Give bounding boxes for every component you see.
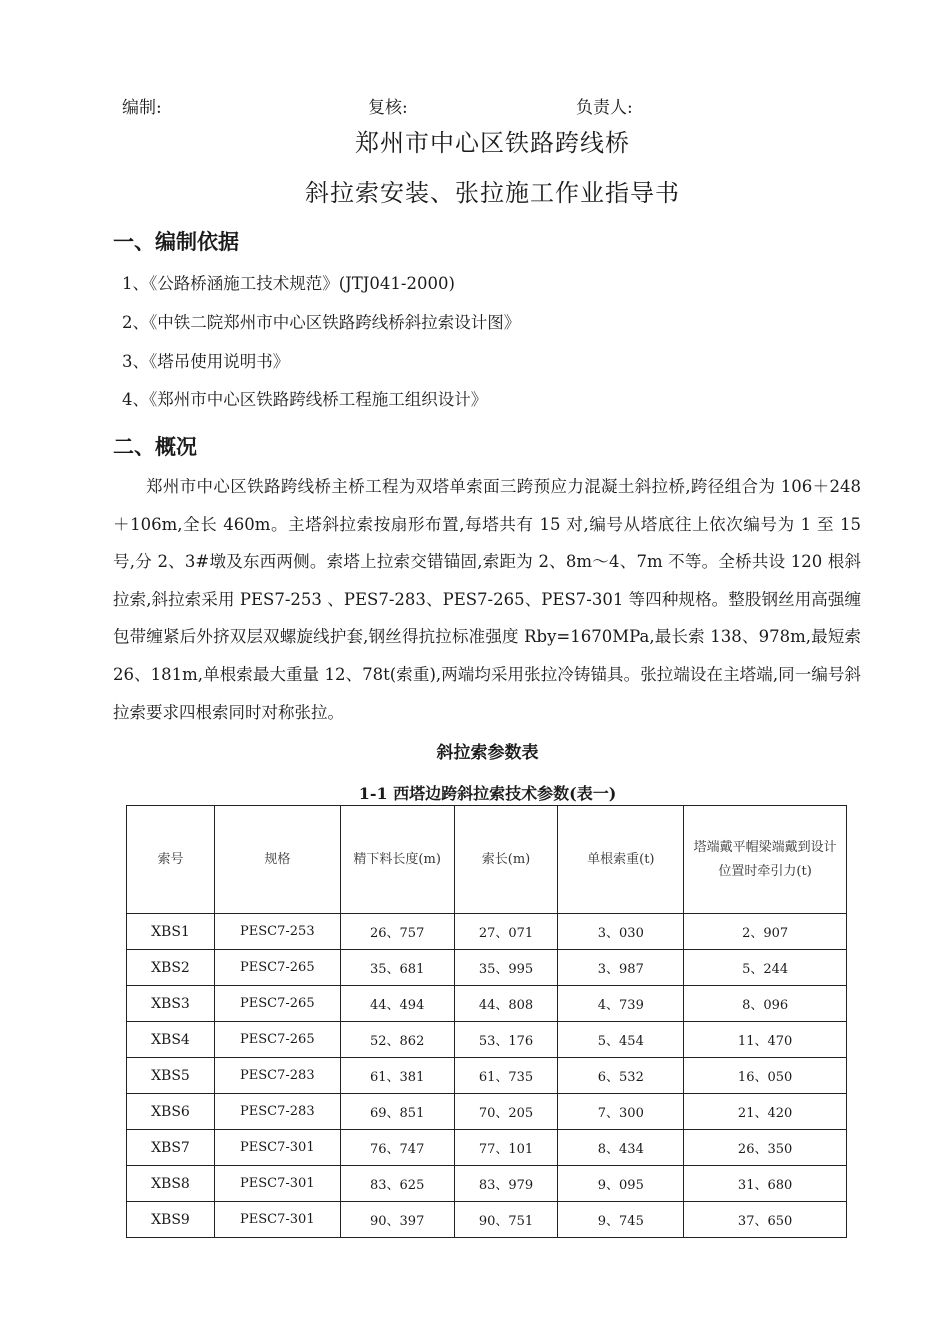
cell-traction-force: 8、096 [684, 986, 847, 1022]
cell-traction-force: 16、050 [684, 1058, 847, 1094]
document-title-line2: 斜拉索安装、张拉施工作业指导书 [305, 179, 680, 207]
section1-heading: 一、编制依据 [113, 230, 239, 254]
cell-traction-force: 5、244 [684, 950, 847, 986]
cell-traction-force: 21、420 [684, 1094, 847, 1130]
cell-cable-weight: 9、095 [558, 1166, 684, 1202]
cell-traction-force: 11、470 [684, 1022, 847, 1058]
cell-cut-length: 69、851 [340, 1094, 454, 1130]
table-row [127, 1094, 847, 1130]
cell-cut-length: 44、494 [340, 986, 454, 1022]
cell-cable-weight: 9、745 [558, 1202, 684, 1238]
cell-cable-weight: 6、532 [558, 1058, 684, 1094]
document-title-line1: 郑州市中心区铁路跨线桥 [355, 129, 630, 157]
table-subtitle: 1-1 西塔边跨斜拉索技术参数(表一) [358, 784, 617, 803]
table-row [127, 986, 847, 1022]
cell-cable-length: 90、751 [454, 1202, 558, 1238]
cell-cable-id: XBS9 [127, 1202, 215, 1238]
cell-cut-length: 83、625 [340, 1166, 454, 1202]
header-cut-length: 精下料长度(m) [340, 806, 454, 914]
cell-traction-force: 37、650 [684, 1202, 847, 1238]
cell-cable-id: XBS4 [127, 1022, 215, 1058]
table-row [127, 1166, 847, 1202]
cell-spec: PESC7-301 [214, 1202, 340, 1238]
cell-cable-length: 83、979 [454, 1166, 558, 1202]
cell-traction-force: 26、350 [684, 1130, 847, 1166]
header-cable-length: 索长(m) [454, 806, 558, 914]
cell-cable-length: 27、071 [454, 914, 558, 950]
cell-cable-id: XBS7 [127, 1130, 215, 1166]
editor-label: 编制: [122, 98, 162, 118]
reviewer-label: 复核: [368, 98, 408, 118]
table-row [127, 950, 847, 986]
cell-cable-id: XBS6 [127, 1094, 215, 1130]
header-traction-force: 塔端戴平帽梁端戴到设计位置时牵引力(t) [684, 806, 847, 914]
cell-cable-length: 77、101 [454, 1130, 558, 1166]
cell-cut-length: 76、747 [340, 1130, 454, 1166]
cell-cable-length: 35、995 [454, 950, 558, 986]
table-row [127, 914, 847, 950]
overview-paragraph: 郑州市中心区铁路跨线桥主桥工程为双塔单索面三跨预应力混凝土斜拉桥,跨径组合为 106＋248＋106m,全长 460m。主塔斜拉索按扇形布置,每塔共有 15 对,编号从塔底往上依次编号为 1 至 15 号,分 2、3#墩及东西两侧。索塔上拉索交错锚固,索距为 2、8m～4、7m 不等。全桥共设 120 根斜拉索,斜拉索采用 PES7-253 、PES7-283、PES7-265、PES7-301 等四种规格。整股钢丝用高强缠包带缠紧后外挤双层双螺旋线护套,钢丝得抗拉标准强度 Rby=1670MPa,最长索 138、978m,最短索 26、181m,单根索最大重量 12、78t(索重),两端均采用张拉冷铸锚具。张拉端设在主塔端,同一编号斜拉索要求四根索同时对称张拉。 [113, 477, 861, 722]
cell-cable-weight: 3、030 [558, 914, 684, 950]
cell-cable-length: 53、176 [454, 1022, 558, 1058]
cell-spec: PESC7-301 [214, 1130, 340, 1166]
table-title: 斜拉索参数表 [436, 743, 539, 763]
cell-cable-id: XBS3 [127, 986, 215, 1022]
table-header-row [127, 806, 847, 914]
cable-parameter-table [126, 805, 847, 1238]
cell-cut-length: 90、397 [340, 1202, 454, 1238]
cell-cut-length: 61、381 [340, 1058, 454, 1094]
cell-cable-weight: 5、454 [558, 1022, 684, 1058]
table-row [127, 1022, 847, 1058]
cell-spec: PESC7-265 [214, 950, 340, 986]
cell-cut-length: 26、757 [340, 914, 454, 950]
cell-cable-id: XBS2 [127, 950, 215, 986]
cell-cable-id: XBS1 [127, 914, 215, 950]
cell-spec: PESC7-283 [214, 1094, 340, 1130]
reference-item: 2、《中铁二院郑州市中心区铁路跨线桥斜拉索设计图》 [122, 313, 521, 332]
cell-cable-length: 70、205 [454, 1094, 558, 1130]
cell-spec: PESC7-265 [214, 986, 340, 1022]
cell-cable-id: XBS5 [127, 1058, 215, 1094]
cell-spec: PESC7-253 [214, 914, 340, 950]
cell-spec: PESC7-265 [214, 1022, 340, 1058]
cell-cable-weight: 4、739 [558, 986, 684, 1022]
table-row [127, 1058, 847, 1094]
header-spec: 规格 [214, 806, 340, 914]
section2-heading: 二、概况 [113, 435, 197, 459]
cell-cable-length: 61、735 [454, 1058, 558, 1094]
responsible-label: 负责人: [576, 98, 633, 118]
header-cable-id: 索号 [127, 806, 215, 914]
reference-item: 3、《塔吊使用说明书》 [122, 352, 290, 371]
cell-spec: PESC7-301 [214, 1166, 340, 1202]
cell-traction-force: 2、907 [684, 914, 847, 950]
cell-spec: PESC7-283 [214, 1058, 340, 1094]
cell-cable-length: 44、808 [454, 986, 558, 1022]
cell-cable-weight: 7、300 [558, 1094, 684, 1130]
header-cable-weight: 单根索重(t) [558, 806, 684, 914]
table-row [127, 1130, 847, 1166]
cell-traction-force: 31、680 [684, 1166, 847, 1202]
cell-cut-length: 35、681 [340, 950, 454, 986]
cell-cable-id: XBS8 [127, 1166, 215, 1202]
table-row [127, 1202, 847, 1238]
cell-cable-weight: 8、434 [558, 1130, 684, 1166]
cell-cable-weight: 3、987 [558, 950, 684, 986]
reference-item: 1、《公路桥涵施工技术规范》(JTJ041-2000) [122, 274, 455, 293]
reference-item: 4、《郑州市中心区铁路跨线桥工程施工组织设计》 [122, 390, 488, 409]
cell-cut-length: 52、862 [340, 1022, 454, 1058]
